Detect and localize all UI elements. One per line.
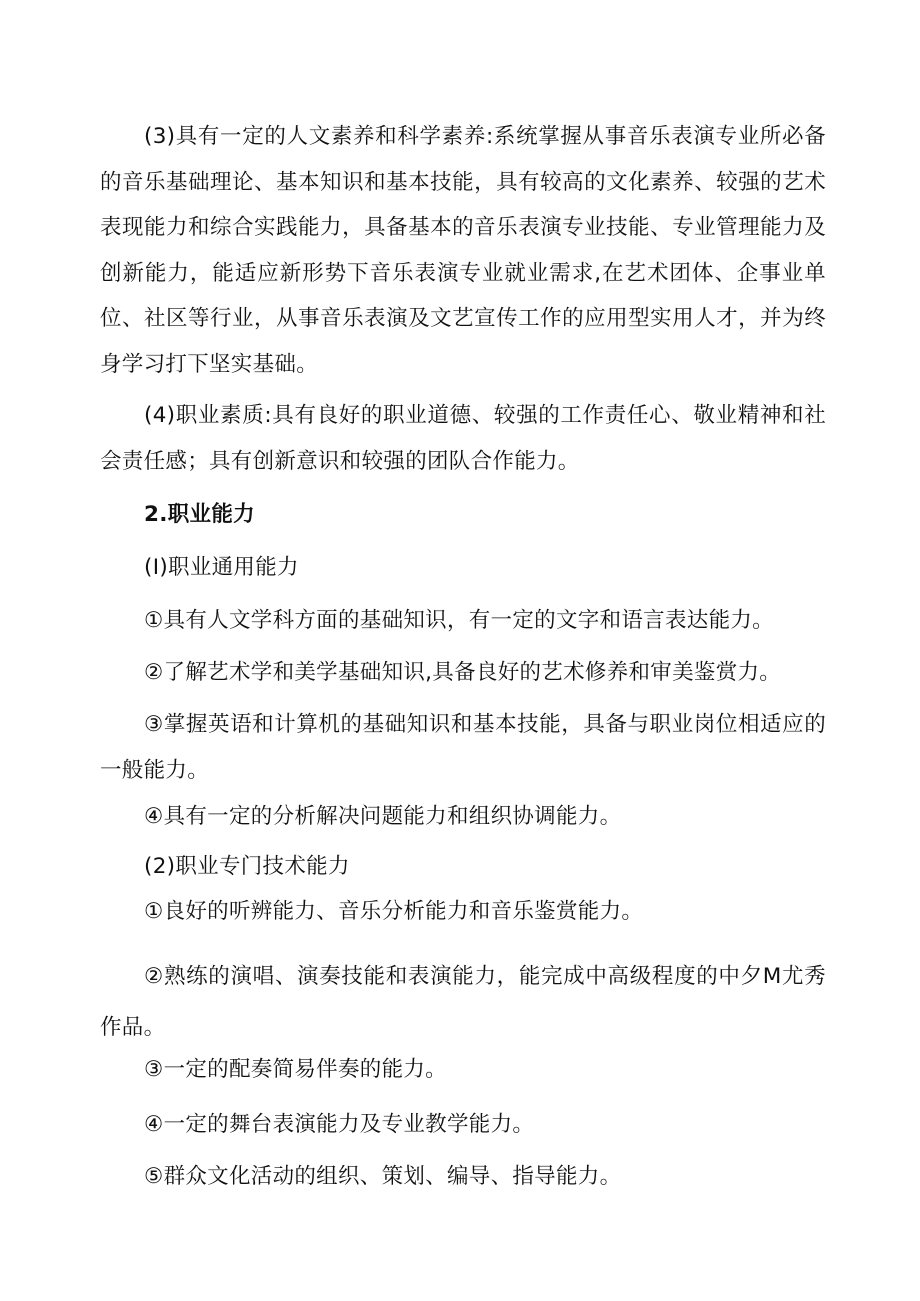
list-item-technical-5: ⑤群众文化活动的组织、策划、编导、指导能力。: [144, 1164, 622, 1189]
list-item-general-3: ③掌握英语和计算机的基础知识和基本技能，具备与职业岗位相适应的一般能力。: [100, 712, 826, 783]
subheading-general-ability: (I)职业通用能力: [144, 555, 299, 580]
subheading-technical-ability: (2)职业专门技术能力: [144, 854, 350, 879]
paragraph-professional-quality: (4)职业素质:具有良好的职业道德、较强的工作责任心、敬业精神和社会责任感；具有创新意识和较强的团队合作能力。: [100, 403, 826, 474]
paragraph-humanities-literacy: (3)具有一定的人文素养和科学素养:系统掌握从事音乐表演专业所必备的音乐基础理论、基本知识和基本技能，具有较高的文化素养、较强的艺术表现能力和综合实践能力，具备基本的音乐表演专业技能、专业管理能力及创新能力，能适应新形势下音乐表演专业就业需求,在艺术团体、企事业单位、社区等行业，从事音乐表演及文艺宣传工作的应用型实用人才，并为终身学习打下坚实基础。: [100, 124, 826, 377]
section-heading-vocational-ability: 2.职业能力: [144, 502, 255, 527]
list-item-technical-2: ②熟练的演唱、演奏技能和表演能力，能完成中高级程度的中夕M尤秀作品。: [100, 964, 826, 1040]
list-item-general-4: ④具有一定的分析解决问题能力和组织协调能力。: [144, 804, 622, 829]
list-item-technical-4: ④一定的舞台表演能力及专业教学能力。: [144, 1112, 535, 1137]
list-item-general-2: ②了解艺术学和美学基础知识,具备良好的艺术修养和审美鉴赏力。: [144, 660, 782, 685]
list-item-technical-1: ①良好的听辨能力、音乐分析能力和音乐鉴赏能力。: [144, 899, 644, 924]
list-item-general-1: ①具有人文学科方面的基础知识，有一定的文字和语言表达能力。: [144, 608, 774, 633]
list-item-technical-3: ③一定的配奏简易伴奏的能力。: [144, 1057, 447, 1082]
